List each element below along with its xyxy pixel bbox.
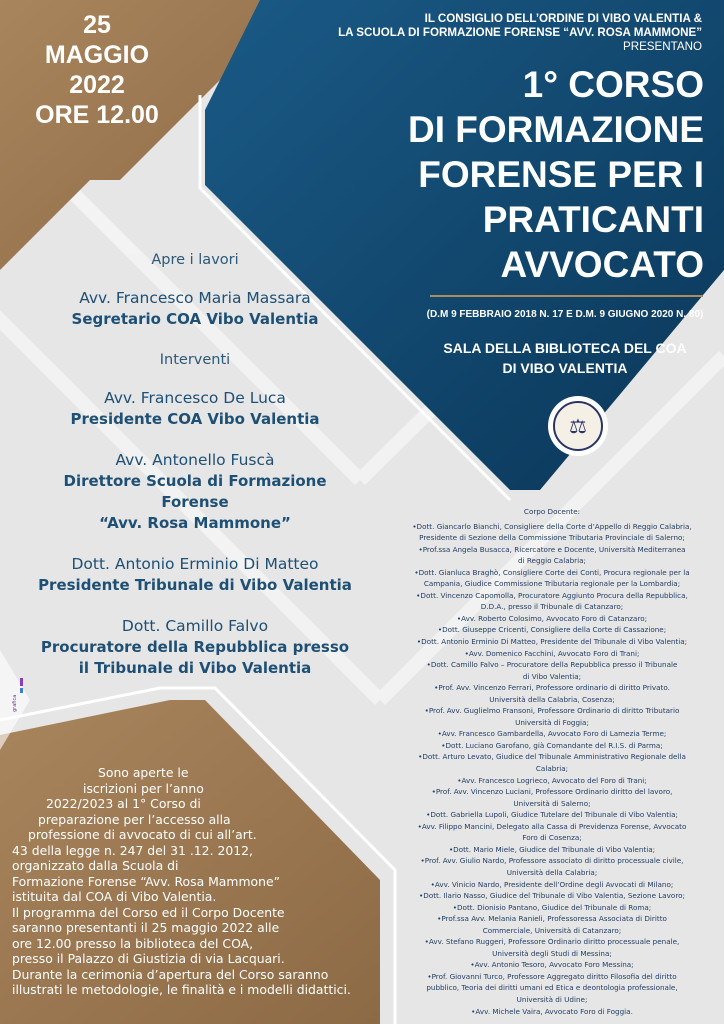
title-line: 1° CORSO: [522, 64, 704, 105]
faculty-line: •Dott. Camillo Falvo – Procuratore della Repubblica presso il Tribunale: [426, 660, 678, 670]
faculty-line: Commerciale, Università di Catanzaro;: [482, 925, 622, 935]
speaker-role: Presidente Tribunale di Vibo Valentia: [38, 576, 352, 594]
notice-lines: [8, 765, 358, 998]
organizers: [242, 12, 702, 54]
notice-line: Sono aperte le: [98, 765, 189, 780]
speaker-name: Dott. Camillo Falvo: [121, 617, 269, 635]
faculty-line: •Avv. Domenico Facchini, Avvocato Foro di Trani;: [464, 648, 640, 658]
notice-line: preparazione per l’accesso alla: [38, 811, 231, 827]
faculty-line: Presidente di Sezione della Commissione Tributaria Provinciale di Salerno;: [419, 533, 685, 543]
faculty-line: Campania, Giudice Commissione Tributaria regionale per la Lombardia;: [423, 579, 681, 589]
faculty-line: •Avv. Vinicio Nardo, Presidente dell’Ordine degli Avvocati di Milano;: [430, 879, 674, 889]
notice-line: 43 della legge n. 247 del 31 .12. 2012,: [12, 842, 253, 858]
notice-line: presso il Palazzo di Giustizia di via Lacquari.: [12, 951, 285, 966]
faculty-line: •Avv. Francesco Gambardella, Avvocato Foro di Lamezia Terme;: [437, 729, 667, 739]
faculty-line: •Dott. Gabriella Lupoli, Giudice Tutelare del Tribunale di Vibo Valentia;: [426, 810, 678, 820]
faculty-line: di Vibo Valentia;: [522, 671, 582, 681]
faculty-line: Università della Calabria;: [506, 867, 598, 877]
faculty-line: •Dott. Giancarlo Bianchi, Consigliere della Corte d’Appello di Reggio Calabria,: [412, 521, 692, 531]
faculty-line: •Avv. Roberto Colosimo, Avvocato Foro di Catanzaro;: [456, 613, 648, 623]
notice-line: professione di avvocato di cui all’art.: [28, 827, 257, 842]
title-line: PRATICANTI: [482, 199, 704, 240]
venue-line: DI VIBO VALENTIA: [502, 360, 628, 376]
speaker-role: Procuratore della Repubblica presso: [40, 638, 350, 656]
faculty-line: Università di Foggia;: [515, 717, 589, 727]
faculty-line: •Prof. Avv. Guglielmo Fransoni, Professore Ordinario di diritto Tributario: [424, 706, 680, 716]
faculty-line: •Prof. Avv. Giulio Nardo, Professore associato di diritto processuale civile,: [420, 856, 684, 866]
apre-label: Apre i lavori: [151, 252, 239, 268]
faculty-line: •Dott. Antonio Erminio Di Matteo, Presidente del Tribunale di Vibo Valentia;: [416, 637, 688, 647]
faculty-line: •Avv. Antonio Tesoro, Avvocato Foro Messina;: [470, 960, 634, 970]
enrollment-notice: [8, 765, 358, 998]
print-shop-logo: [4, 672, 28, 718]
speaker-role: “Avv. Rosa Mammone”: [99, 514, 291, 532]
title-line: FORENSE PER I: [418, 154, 704, 195]
program: [30, 250, 360, 679]
speaker-name: Avv. Francesco Maria Massara: [79, 289, 311, 307]
notice-line: illustrati le metodologie, le finalità e i modelli didattici.: [12, 982, 351, 997]
title-line: DI FORMAZIONE: [408, 109, 704, 150]
notice-line: Formazione Forense “Avv. Rosa Mammone”: [12, 873, 280, 889]
faculty-line: •Dott. Vincenzo Capomolla, Procuratore Aggiunto Procura della Repubblica,: [416, 590, 688, 600]
notice-line: ore 12.00 presso la biblioteca del COA,: [12, 935, 254, 951]
faculty-line: •Avv. Filippo Mancini, Delegato alla Cassa di Previdenza Forense, Avvocato: [417, 821, 687, 831]
speaker-role: il Tribunale di Vibo Valentia: [78, 659, 312, 677]
speaker-role: Presidente COA Vibo Valentia: [70, 410, 320, 428]
faculty-line: D.D.A., presso il Tribunale di Catanzaro;: [480, 602, 624, 612]
faculty-line: •Dott. Gianluca Braghò, Consigliere Corte dei Conti, Procura regionale per la: [414, 567, 690, 577]
speaker-role: Direttore Scuola di Formazione Forense: [63, 472, 327, 511]
faculty-line: Calabria;: [535, 764, 569, 774]
decree-reference: (D.M 9 FEBBRAIO 2018 N. 17 E D.M. 9 GIUGNO 2020 N. 80): [426, 309, 704, 320]
speaker-role: Segretario COA Vibo Valentia: [71, 310, 319, 328]
faculty-line: Università della Calabria, Cosenza;: [489, 694, 615, 704]
faculty-line: Università di Salerno;: [513, 798, 591, 808]
faculty-line: •Dott. Arturo Levato, Giudice del Tribunale Amministrativo Regionale della: [418, 752, 686, 762]
notice-line: organizzato dalla Scuola di: [12, 858, 179, 873]
presentano-label: PRESENTANO: [622, 40, 702, 53]
notice-line: saranno presentanti il 25 maggio 2022 alle: [12, 920, 280, 935]
faculty-line: •Dott. Mario Miele, Giudice del Tribunale di Vibo Valentia;: [448, 844, 656, 854]
faculty-line: •Prof. Avv. Vincenzo Ferrari, Professore ordinario di diritto Privato.: [434, 683, 670, 693]
faculty-line: •Dott. Giuseppe Cricenti, Consigliere della Corte di Cassazione;: [437, 625, 667, 635]
faculty-line: Università degli Studi di Messina;: [492, 948, 612, 958]
speaker-name: Avv. Francesco De Luca: [104, 389, 286, 407]
organizer-line-2: LA SCUOLA DI FORMAZIONE FORENSE “AVV. ROSA MAMMONE”: [338, 26, 702, 39]
svg-text:grafica: grafica: [12, 694, 18, 712]
date-time: ORE 12.00: [35, 101, 159, 129]
speaker-name: Dott. Antonio Erminio Di Matteo: [71, 555, 319, 573]
divider: [430, 295, 703, 297]
event-date: [12, 10, 182, 130]
notice-line: 2022/2023 al 1° Corso di: [46, 796, 201, 811]
faculty-line: •Avv. Michele Vaira, Avvocato Foro di Foggia.: [471, 1006, 633, 1016]
faculty-line: •Prof.ssa Angela Busacca, Ricercatore e Docente, Università Mediterranea: [418, 544, 686, 554]
interventi-label: Interventi: [159, 352, 231, 368]
speaker-name: Avv. Antonello Fuscà: [115, 451, 275, 469]
notice-line: Il programma del Corso ed il Corpo Docente: [12, 904, 285, 920]
venue: [420, 338, 710, 378]
faculty-line: •Dott. Dionisio Pantano, Giudice del Tribunale di Roma;: [452, 902, 652, 912]
faculty-list: [392, 506, 712, 1017]
date-month: MAGGIO: [44, 41, 150, 69]
faculty-line: Foro di Cosenza;: [522, 833, 582, 843]
faculty-line: •Dott. Ilario Nasso, Giudice del Tribunale di Vibo Valentia, Sezione Lavoro;: [419, 891, 685, 901]
faculty-line: di Reggio Calabria;: [518, 556, 586, 566]
scales-of-justice-icon: ⚖: [553, 401, 603, 451]
title-line: AVVOCATO: [500, 244, 704, 285]
notice-line: istituita dal COA di Vibo Valentia.: [12, 889, 217, 904]
faculty-line: •Prof. Giovanni Turco, Professore Aggregato diritto Filosofia del diritto: [427, 971, 677, 981]
faculty-line: pubblico, Teoria dei diritti umani ed Etica e deontologia professionale,: [426, 983, 678, 993]
faculty-lines: [392, 521, 712, 1018]
course-title: [374, 62, 704, 287]
faculty-line: Università di Udine;: [516, 994, 588, 1004]
notice-line: Durante la cerimonia d’apertura del Corso saranno: [12, 966, 329, 982]
faculty-line: •Prof. Avv. Vincenzo Luciani, Professore Ordinario diritto del lavoro,: [431, 787, 673, 797]
bar-association-seal: [548, 396, 608, 456]
faculty-line: •Dott. Luciano Garofano, già Comandante del R.I.S. di Parma;: [441, 740, 663, 750]
faculty-title: Corpo Docente:: [523, 507, 581, 516]
venue-line: SALA DELLA BIBLIOTECA DEL COA: [443, 340, 687, 356]
organizer-line-1: IL CONSIGLIO DELL’ORDINE DI VIBO VALENTIA &: [424, 12, 702, 25]
faculty-line: •Avv. Francesco Logriеco, Avvocato del Foro di Trani;: [457, 775, 647, 785]
date-year: 2022: [69, 71, 125, 99]
notice-line: iscrizioni per l’anno: [83, 780, 204, 796]
faculty-line: •Prof.ssa Avv. Melania Ranieli, Professoressa Associata di Diritto: [437, 914, 667, 924]
faculty-line: •Avv. Stefano Ruggeri, Professore Ordinario diritto processuale penale,: [424, 937, 680, 947]
date-day: 25: [83, 11, 111, 39]
